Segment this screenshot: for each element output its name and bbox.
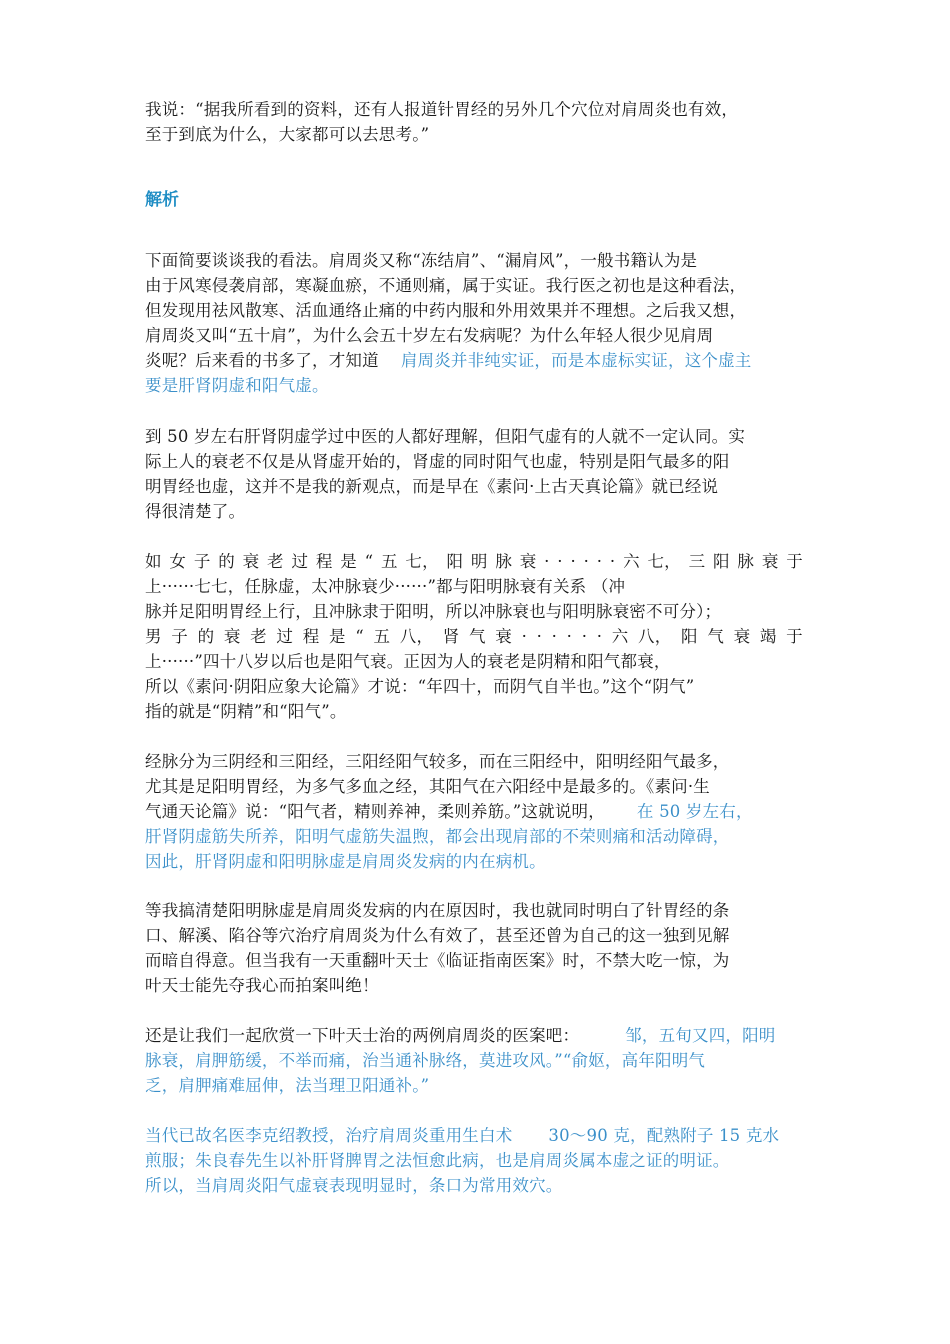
justified-token: 子 [193, 552, 211, 571]
justified-token: 五 [373, 627, 391, 646]
justified-token: · [536, 627, 543, 646]
p2-line-1: 到 50 岁左右肝肾阴虚学过中医的人都好理解，但阳气虚有的人就不一定认同。实 [145, 427, 746, 446]
justified-token: 衰 [495, 627, 512, 646]
justified-token: 六 [623, 552, 640, 571]
p5-line-4: 叶天士能先夺我心而拍案叫绝！ [145, 976, 379, 995]
justified-token: 六 [611, 627, 629, 646]
p7-line-1-text: 当代已故名医李克绍教授，治疗肩周炎重用生白术 [145, 1126, 513, 1145]
justified-token: 七， [647, 552, 681, 571]
p6-line-1 [145, 1024, 776, 1048]
justified-token: “ [355, 627, 364, 646]
intro-line-1: 我说：“据我所看到的资料，还有人报道针胃经的另外几个穴位对肩周炎也有效， [145, 100, 739, 119]
p5-line-2: 口、解溪、陷谷等穴治疗肩周炎为什么有效了，甚至还曾为自己的这一独到见解 [145, 926, 730, 945]
justified-token: · [521, 627, 528, 646]
p1-line-2: 由于风寒侵袭肩部，寒凝血瘀，不通则痛，属于实证。我行医之初也是这种看法， [145, 276, 747, 295]
justified-token: 三 [688, 552, 706, 571]
justified-token: 衰 [242, 552, 260, 571]
justified-token: 女 [169, 552, 187, 571]
justified-token: 脉 [495, 552, 513, 571]
justified-token: · [544, 552, 550, 571]
justified-token: 阳 [713, 552, 730, 571]
justified-token: 明 [470, 552, 488, 571]
justified-token: 衰 [519, 552, 537, 571]
justified-token: 于 [786, 627, 803, 646]
p1-line-5 [145, 349, 752, 373]
p1-line-1: 下面简要谈谈我的看法。肩周炎又称“冻结肩”、“漏肩风”，一般书籍认为是 [145, 251, 698, 270]
justified-token: · [581, 627, 588, 646]
p6-line-2: 脉衰，肩胛筋缓，不举而痛，治当通补脉络，莫进攻风。”“俞妪，高年阳明气 [145, 1051, 706, 1070]
p5-line-1: 等我搞清楚阳明脉虚是肩周炎发病的内在原因时，我也就同时明白了针胃经的条 [145, 901, 730, 920]
p2-line-4: 得很清楚了。 [145, 502, 246, 521]
justified-token: 的 [218, 552, 235, 571]
p1-line-6: 要是肝肾阴虚和阳气虚。 [145, 376, 329, 395]
justified-token: “ [364, 552, 374, 571]
intro-line-2: 至于到底为什么，大家都可以去思考。” [145, 125, 430, 144]
justified-token: 脉 [737, 552, 755, 571]
justified-token: 老 [250, 627, 267, 646]
justified-token: 男 [145, 627, 162, 646]
p6-line-1-text: 还是让我们一起欣赏一下叶天士治的两例肩周炎的医案吧： [145, 1026, 580, 1045]
p4-highlight-start: 在 50 岁左右， [636, 802, 753, 821]
justified-token: · [596, 552, 603, 571]
justified-token: 是 [328, 627, 346, 646]
p3-line-3: 脉并足阳明胃经上行，且冲脉隶于阳明，所以冲脉衰也与阳明脉衰密不可分）； [145, 602, 722, 621]
p7-dosage: 30～90 克，配熟附子 15 克水 [548, 1126, 780, 1145]
justified-token: 阳 [446, 552, 464, 571]
justified-token: 阳 [681, 627, 698, 646]
p5-line-3: 而暗自得意。但当我有一天重翻叶天士《临证指南医案》时，不禁大吃一惊，为 [145, 951, 730, 970]
p4-line-3-text: 气通天论篇》说：“阳气者，精则养神，柔则养筋。”这就说明， [145, 802, 605, 821]
justified-token: · [566, 627, 573, 646]
justified-token: 气 [469, 627, 486, 646]
p7-line-3: 所以，当肩周炎阳气虚衰表现明显时，条口为常用效穴。 [145, 1176, 563, 1195]
justified-token: 八， [399, 627, 434, 646]
p3-line-4 [145, 625, 803, 649]
justified-token: 老 [267, 552, 284, 571]
justified-token: 于 [786, 552, 803, 571]
p2-line-2: 际上人的衰老不仅是从肾虚开始的，肾虚的同时阳气也虚，特别是阳气最多的阳 [145, 452, 730, 471]
section-heading: 解析 [145, 190, 179, 210]
p4-line-4: 肝肾阴虚筋失所养，阳明气虚筋失温煦，都会出现肩部的不荣则痛和活动障碍， [145, 827, 730, 846]
p3-line-6: 所以《素问·阴阳应象大论篇》才说：“年四十，而阴气自半也。”这个“阴气” [145, 677, 695, 696]
p7-line-2: 煎服；朱良春先生以补肝肾脾胃之法恒愈此病，也是肩周炎属本虚之证的明证。 [145, 1151, 730, 1170]
p7-line-1 [145, 1124, 779, 1148]
justified-token: · [583, 552, 590, 571]
justified-token: 气 [707, 627, 725, 646]
justified-token: 过 [276, 627, 294, 646]
justified-token: 五 [381, 552, 398, 571]
p3-line-5: 上······”四十八岁以后也是阳气衰。正因为人的衰老是阴精和阳气都衰， [145, 652, 671, 671]
p6-quote-start: 邹，五旬又四，阳明 [625, 1026, 776, 1045]
justified-token: 衰 [733, 627, 751, 646]
justified-token: 八， [638, 627, 672, 646]
justified-token: 竭 [759, 627, 777, 646]
justified-token: 衰 [761, 552, 779, 571]
justified-token: 的 [197, 627, 215, 646]
justified-token: 七， [405, 552, 439, 571]
justified-token: 肾 [442, 627, 460, 646]
justified-token: 程 [315, 552, 333, 571]
p1-line-3: 但发现用祛风散寒、活血通络止痛的中药内服和外用效果并不理想。之后我又想， [145, 301, 747, 320]
p1-line-5-text: 炎呢？后来看的书多了，才知道 [145, 351, 379, 370]
justified-token: 如 [145, 552, 162, 571]
justified-token: 是 [340, 552, 357, 571]
p4-line-3 [145, 800, 753, 824]
justified-token: 过 [291, 552, 309, 571]
p4-line-5: 因此，肝肾阴虚和阳明脉虚是肩周炎发病的内在病机。 [145, 852, 546, 871]
justified-token: · [596, 627, 603, 646]
p4-line-1: 经脉分为三阴经和三阳经，三阳经阳气较多，而在三阳经中，阳明经阳气最多， [145, 752, 730, 771]
p1-highlight: 肩周炎并非纯实证，而是本虚标实证，这个虚主 [400, 351, 752, 370]
p3-line-7: 指的就是“阴精”和“阳气”。 [145, 702, 347, 721]
justified-token: · [557, 552, 563, 571]
p1-line-4: 肩周炎又叫“五十肩”，为什么会五十岁左右发病呢？为什么年轻人很少见肩周 [145, 326, 714, 345]
p4-line-2: 尤其是足阳明胃经，为多气多血之经，其阳气在六阳经中是最多的。《素问·生 [145, 777, 710, 796]
justified-token: · [609, 552, 616, 571]
justified-token: · [570, 552, 576, 571]
justified-token: 衰 [223, 627, 241, 646]
p3-line-2: 上······七七，任脉虚，太冲脉衰少······”都与阳明脉衰有关系 （冲 [145, 577, 626, 596]
justified-token: · [551, 627, 558, 646]
justified-token: 子 [171, 627, 188, 646]
p6-line-3: 乏，肩胛痛难屈伸，法当理卫阳通补。” [145, 1076, 430, 1095]
justified-token: 程 [302, 627, 320, 646]
p3-line-1 [145, 550, 803, 574]
p2-line-3: 明胃经也虚，这并不是我的新观点，而是早在《素问·上古天真论篇》就已经说 [145, 477, 719, 496]
